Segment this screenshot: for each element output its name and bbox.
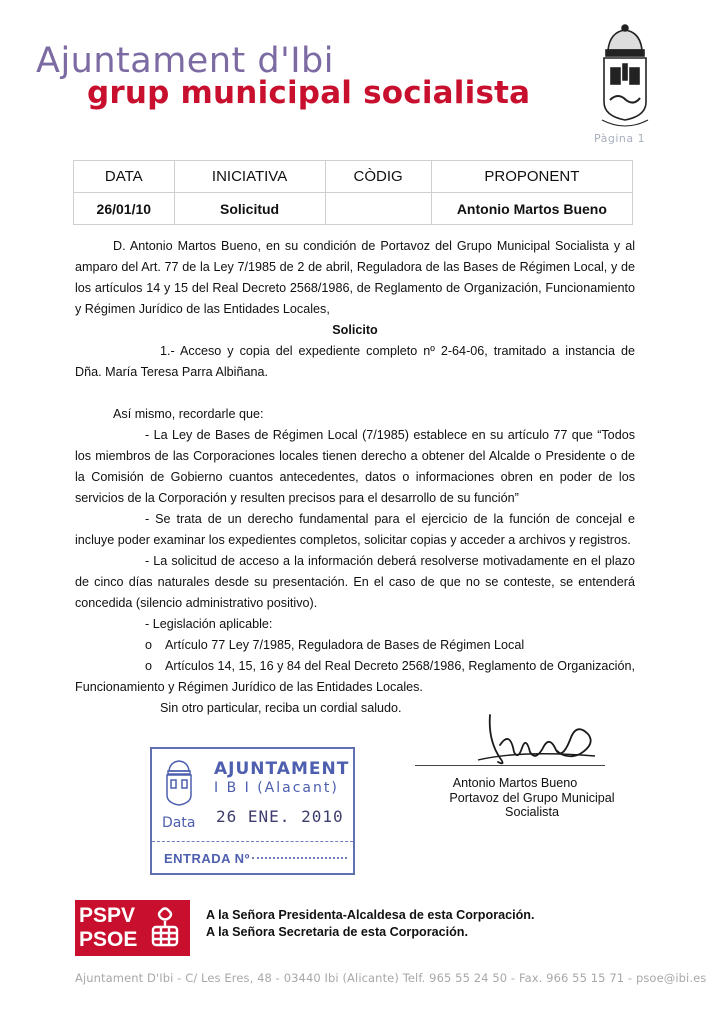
bullet-marker: o bbox=[145, 638, 153, 652]
law-1 bbox=[75, 635, 635, 656]
header-values-row bbox=[74, 193, 633, 225]
header-labels-row bbox=[74, 161, 633, 193]
point-4: - Legislación aplicable: bbox=[145, 617, 273, 631]
addressee-2: A la Señora Secretaria de esta Corporación. bbox=[206, 925, 469, 939]
logo-line-1: PSPV bbox=[79, 904, 136, 927]
pspv-psoe-logo bbox=[75, 900, 190, 956]
label-proponent: PROPONENT bbox=[431, 161, 632, 193]
law-1-text: Artículo 77 Ley 7/1985, Reguladora de Bases de Régimen Local bbox=[165, 638, 525, 652]
addressee-1: A la Señora Presidenta-Alcaldesa de esta Corporación. bbox=[206, 908, 535, 922]
fist-rose-icon bbox=[145, 905, 185, 951]
bullet-marker: o bbox=[145, 659, 153, 673]
addressees bbox=[206, 907, 534, 941]
request-heading: Solicito bbox=[332, 323, 378, 337]
stamp-entry-blank bbox=[252, 857, 347, 859]
signer-name: Antonio Martos Bueno bbox=[452, 776, 578, 790]
group-title: grup municipal socialista bbox=[87, 75, 531, 111]
footer-contact: Ajuntament D'Ibi - C/ Les Eres, 48 - 03440 Ibi (Alicante) Telf. 965 55 24 50 - Fax. 966 55 15 71 - psoe@ibi.es bbox=[75, 971, 707, 985]
label-date: DATA bbox=[74, 161, 175, 193]
stamp-place: I B I (Alacant) bbox=[214, 780, 339, 796]
value-initiative: Solicitud bbox=[174, 193, 325, 225]
point-1: - La Ley de Bases de Régimen Local (7/1985) establece en su artículo 77 que “Todos los miembros de las Corporaciones locales tienen derecho a obtener del Alcalde o Presidente o de la Comisión de Gobierno cuantos antecedentes, datos o informaciones obren en poder de los servicios de la Corporación y resulten precisos para el desarrollo de su función” bbox=[75, 428, 635, 505]
org-title: Ajuntament d'Ibi bbox=[36, 41, 334, 81]
value-proponent: Antonio Martos Bueno bbox=[431, 193, 632, 225]
point-2: - Se trata de un derecho fundamental para el ejercicio de la función de concejal e incluye poder examinar los expedientes completos, solicitar copias y acceder a archivos y registros. bbox=[75, 512, 635, 547]
stamp-date-value: 26 ENE. 2010 bbox=[216, 807, 344, 826]
stamp-title: AJUNTAMENT bbox=[214, 759, 350, 779]
reminder-intro: Así mismo, recordarle que: bbox=[113, 407, 264, 421]
page-number: Pàgina 1 bbox=[594, 132, 646, 145]
stamp-date-label: Data bbox=[162, 815, 196, 831]
closing-line: Sin otro particular, reciba un cordial saludo. bbox=[160, 701, 402, 715]
signer-role: Portavoz del Grupo Municipal Socialista bbox=[449, 791, 615, 819]
label-initiative: INICIATIVA bbox=[174, 161, 325, 193]
point-3: - La solicitud de acceso a la información deberá resolverse motivadamente en el plazo de cinco días naturales desde su presentación. En el caso de que no se conteste, se entenderá concedida (silencio administrativo positivo). bbox=[75, 554, 635, 610]
registry-stamp bbox=[150, 747, 355, 875]
logo-line-2: PSOE bbox=[79, 928, 138, 951]
label-code: CÒDIG bbox=[325, 161, 431, 193]
letter-body bbox=[75, 236, 635, 719]
header-table bbox=[73, 160, 633, 225]
law-2-text: Artículos 14, 15, 16 y 84 del Real Decreto 2568/1986, Reglamento de Organización, Funcionamiento y Régimen Jurídico de las Entidades Locales. bbox=[75, 659, 635, 694]
stamp-crest-icon bbox=[162, 759, 196, 807]
signature-line bbox=[415, 765, 605, 766]
handwritten-signature bbox=[470, 700, 600, 775]
value-code bbox=[325, 193, 431, 225]
value-date: 26/01/10 bbox=[74, 193, 175, 225]
stamp-entry-label: ENTRADA Nº bbox=[164, 851, 250, 866]
intro-paragraph: D. Antonio Martos Bueno, en su condición de Portavoz del Grupo Municipal Socialista y al amparo del Art. 77 de la Ley 7/1985 de 2 de abril, Reguladora de las Bases de Régimen Local, y de los artículos 14 y 15 del Real Decreto 2568/1986, de Reglamento de Organización, Funcionamiento y Régimen Jurídico de las Entidades Locales, bbox=[75, 239, 635, 316]
law-2 bbox=[75, 656, 635, 698]
coat-of-arms-icon bbox=[596, 20, 654, 130]
request-item: 1.- Acceso y copia del expediente completo nº 2-64-06, tramitado a instancia de Dña. María Teresa Parra Albiñana. bbox=[75, 344, 635, 379]
